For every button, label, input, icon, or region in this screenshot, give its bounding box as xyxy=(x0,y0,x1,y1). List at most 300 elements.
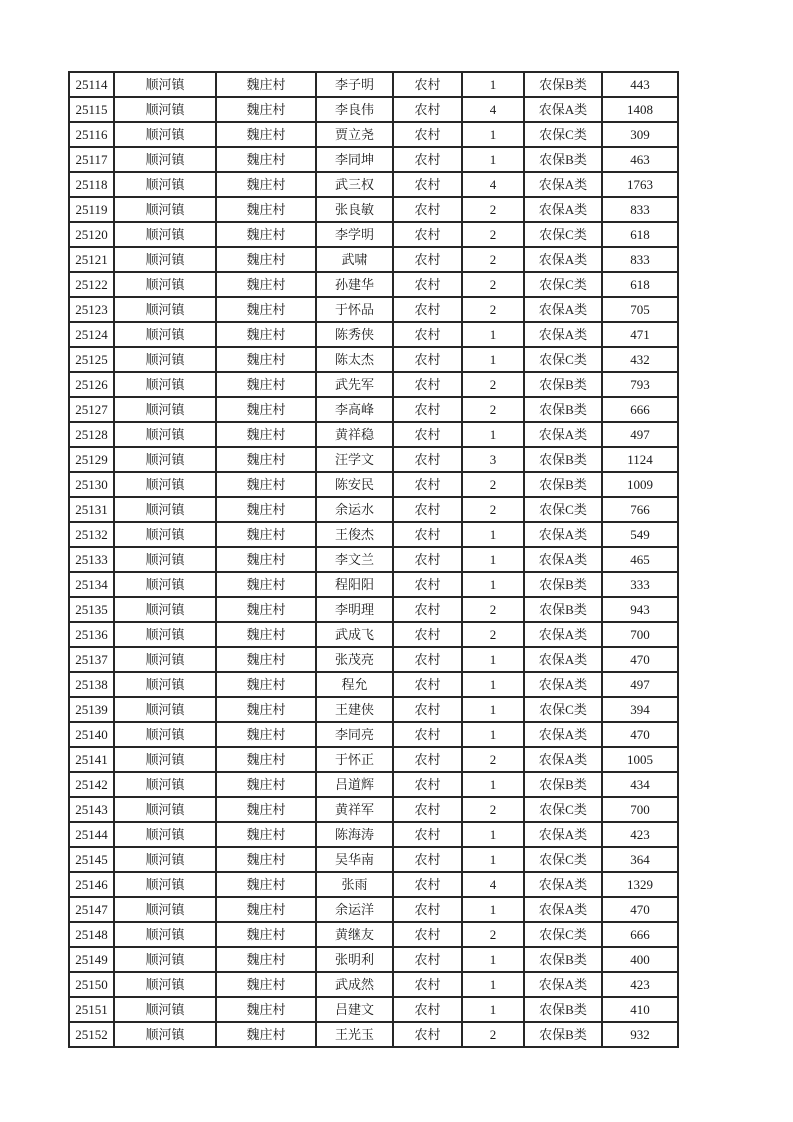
cell-residence-type: 农村 xyxy=(393,97,462,122)
cell-serial-number: 25132 xyxy=(69,522,114,547)
cell-village: 魏庄村 xyxy=(216,722,316,747)
cell-serial-number: 25141 xyxy=(69,747,114,772)
cell-person-name: 陈安民 xyxy=(316,472,393,497)
cell-town: 顺河镇 xyxy=(114,222,216,247)
cell-amount: 364 xyxy=(602,847,678,872)
cell-count: 1 xyxy=(462,972,524,997)
cell-town: 顺河镇 xyxy=(114,647,216,672)
table-row xyxy=(69,347,678,372)
cell-amount: 309 xyxy=(602,122,678,147)
cell-person-name: 贾立尧 xyxy=(316,122,393,147)
cell-amount: 432 xyxy=(602,347,678,372)
cell-insurance-category: 农保B类 xyxy=(524,997,602,1022)
cell-serial-number: 25125 xyxy=(69,347,114,372)
cell-person-name: 于怀正 xyxy=(316,747,393,772)
table-row xyxy=(69,122,678,147)
table-row xyxy=(69,997,678,1022)
cell-person-name: 黄祥稳 xyxy=(316,422,393,447)
cell-count: 2 xyxy=(462,472,524,497)
cell-village: 魏庄村 xyxy=(216,497,316,522)
cell-village: 魏庄村 xyxy=(216,922,316,947)
cell-person-name: 武三权 xyxy=(316,172,393,197)
cell-town: 顺河镇 xyxy=(114,372,216,397)
cell-amount: 434 xyxy=(602,772,678,797)
cell-insurance-category: 农保C类 xyxy=(524,122,602,147)
cell-village: 魏庄村 xyxy=(216,322,316,347)
cell-town: 顺河镇 xyxy=(114,397,216,422)
cell-residence-type: 农村 xyxy=(393,397,462,422)
cell-insurance-category: 农保A类 xyxy=(524,747,602,772)
cell-village: 魏庄村 xyxy=(216,822,316,847)
cell-village: 魏庄村 xyxy=(216,622,316,647)
cell-amount: 932 xyxy=(602,1022,678,1047)
cell-town: 顺河镇 xyxy=(114,322,216,347)
cell-serial-number: 25130 xyxy=(69,472,114,497)
cell-town: 顺河镇 xyxy=(114,822,216,847)
cell-insurance-category: 农保A类 xyxy=(524,672,602,697)
cell-village: 魏庄村 xyxy=(216,347,316,372)
table-row xyxy=(69,297,678,322)
cell-residence-type: 农村 xyxy=(393,597,462,622)
cell-town: 顺河镇 xyxy=(114,597,216,622)
table-row xyxy=(69,647,678,672)
cell-insurance-category: 农保A类 xyxy=(524,97,602,122)
cell-count: 3 xyxy=(462,447,524,472)
cell-village: 魏庄村 xyxy=(216,747,316,772)
cell-village: 魏庄村 xyxy=(216,972,316,997)
cell-town: 顺河镇 xyxy=(114,547,216,572)
cell-village: 魏庄村 xyxy=(216,547,316,572)
cell-count: 2 xyxy=(462,597,524,622)
cell-town: 顺河镇 xyxy=(114,747,216,772)
table-row xyxy=(69,922,678,947)
cell-serial-number: 25115 xyxy=(69,97,114,122)
cell-serial-number: 25148 xyxy=(69,922,114,947)
cell-residence-type: 农村 xyxy=(393,697,462,722)
cell-amount: 1124 xyxy=(602,447,678,472)
cell-insurance-category: 农保B类 xyxy=(524,472,602,497)
cell-town: 顺河镇 xyxy=(114,522,216,547)
cell-town: 顺河镇 xyxy=(114,1022,216,1047)
cell-residence-type: 农村 xyxy=(393,222,462,247)
cell-person-name: 程允 xyxy=(316,672,393,697)
cell-amount: 700 xyxy=(602,797,678,822)
cell-amount: 833 xyxy=(602,197,678,222)
cell-town: 顺河镇 xyxy=(114,297,216,322)
cell-town: 顺河镇 xyxy=(114,972,216,997)
cell-person-name: 王建侠 xyxy=(316,697,393,722)
cell-residence-type: 农村 xyxy=(393,647,462,672)
cell-amount: 443 xyxy=(602,72,678,97)
cell-serial-number: 25133 xyxy=(69,547,114,572)
cell-person-name: 李明理 xyxy=(316,597,393,622)
cell-person-name: 王光玉 xyxy=(316,1022,393,1047)
cell-amount: 943 xyxy=(602,597,678,622)
table-row xyxy=(69,747,678,772)
cell-town: 顺河镇 xyxy=(114,997,216,1022)
cell-amount: 549 xyxy=(602,522,678,547)
cell-count: 2 xyxy=(462,297,524,322)
cell-serial-number: 25143 xyxy=(69,797,114,822)
cell-person-name: 李高峰 xyxy=(316,397,393,422)
cell-count: 1 xyxy=(462,322,524,347)
cell-residence-type: 农村 xyxy=(393,122,462,147)
cell-residence-type: 农村 xyxy=(393,472,462,497)
cell-person-name: 李文兰 xyxy=(316,547,393,572)
cell-village: 魏庄村 xyxy=(216,172,316,197)
cell-count: 1 xyxy=(462,347,524,372)
cell-count: 2 xyxy=(462,197,524,222)
cell-count: 1 xyxy=(462,672,524,697)
table-row xyxy=(69,497,678,522)
cell-residence-type: 农村 xyxy=(393,347,462,372)
cell-serial-number: 25144 xyxy=(69,822,114,847)
cell-insurance-category: 农保C类 xyxy=(524,697,602,722)
table-row xyxy=(69,672,678,697)
cell-village: 魏庄村 xyxy=(216,72,316,97)
table-row xyxy=(69,522,678,547)
cell-insurance-category: 农保C类 xyxy=(524,347,602,372)
cell-amount: 497 xyxy=(602,422,678,447)
cell-count: 1 xyxy=(462,722,524,747)
cell-town: 顺河镇 xyxy=(114,672,216,697)
cell-person-name: 李良伟 xyxy=(316,97,393,122)
table-row xyxy=(69,697,678,722)
cell-amount: 423 xyxy=(602,822,678,847)
cell-person-name: 李同坤 xyxy=(316,147,393,172)
records-table-body xyxy=(69,72,678,1047)
cell-insurance-category: 农保B类 xyxy=(524,772,602,797)
cell-count: 2 xyxy=(462,222,524,247)
cell-insurance-category: 农保C类 xyxy=(524,497,602,522)
cell-person-name: 张良敏 xyxy=(316,197,393,222)
cell-amount: 470 xyxy=(602,647,678,672)
cell-amount: 1408 xyxy=(602,97,678,122)
cell-village: 魏庄村 xyxy=(216,147,316,172)
cell-count: 1 xyxy=(462,647,524,672)
cell-residence-type: 农村 xyxy=(393,522,462,547)
cell-village: 魏庄村 xyxy=(216,1022,316,1047)
cell-village: 魏庄村 xyxy=(216,997,316,1022)
cell-serial-number: 25134 xyxy=(69,572,114,597)
cell-amount: 333 xyxy=(602,572,678,597)
table-row xyxy=(69,547,678,572)
cell-serial-number: 25150 xyxy=(69,972,114,997)
cell-insurance-category: 农保C类 xyxy=(524,272,602,297)
cell-village: 魏庄村 xyxy=(216,572,316,597)
cell-person-name: 吕建文 xyxy=(316,997,393,1022)
cell-amount: 470 xyxy=(602,722,678,747)
cell-village: 魏庄村 xyxy=(216,772,316,797)
cell-residence-type: 农村 xyxy=(393,547,462,572)
cell-person-name: 陈海涛 xyxy=(316,822,393,847)
cell-serial-number: 25128 xyxy=(69,422,114,447)
cell-amount: 705 xyxy=(602,297,678,322)
cell-town: 顺河镇 xyxy=(114,347,216,372)
cell-count: 2 xyxy=(462,247,524,272)
cell-person-name: 吕道辉 xyxy=(316,772,393,797)
cell-village: 魏庄村 xyxy=(216,947,316,972)
cell-amount: 470 xyxy=(602,897,678,922)
cell-residence-type: 农村 xyxy=(393,1022,462,1047)
cell-insurance-category: 农保A类 xyxy=(524,647,602,672)
cell-residence-type: 农村 xyxy=(393,422,462,447)
cell-insurance-category: 农保A类 xyxy=(524,322,602,347)
cell-amount: 1009 xyxy=(602,472,678,497)
cell-person-name: 李学明 xyxy=(316,222,393,247)
cell-serial-number: 25137 xyxy=(69,647,114,672)
cell-residence-type: 农村 xyxy=(393,322,462,347)
cell-insurance-category: 农保B类 xyxy=(524,372,602,397)
table-row xyxy=(69,372,678,397)
table-row xyxy=(69,897,678,922)
cell-residence-type: 农村 xyxy=(393,722,462,747)
cell-insurance-category: 农保A类 xyxy=(524,972,602,997)
cell-village: 魏庄村 xyxy=(216,897,316,922)
table-row xyxy=(69,597,678,622)
cell-amount: 471 xyxy=(602,322,678,347)
cell-residence-type: 农村 xyxy=(393,147,462,172)
cell-insurance-category: 农保A类 xyxy=(524,247,602,272)
table-row xyxy=(69,622,678,647)
cell-count: 4 xyxy=(462,172,524,197)
cell-count: 1 xyxy=(462,122,524,147)
table-row xyxy=(69,572,678,597)
cell-insurance-category: 农保B类 xyxy=(524,397,602,422)
cell-person-name: 陈秀侠 xyxy=(316,322,393,347)
cell-residence-type: 农村 xyxy=(393,272,462,297)
table-row xyxy=(69,272,678,297)
cell-person-name: 武啸 xyxy=(316,247,393,272)
cell-town: 顺河镇 xyxy=(114,272,216,297)
cell-serial-number: 25127 xyxy=(69,397,114,422)
cell-insurance-category: 农保A类 xyxy=(524,897,602,922)
cell-count: 1 xyxy=(462,547,524,572)
cell-count: 4 xyxy=(462,97,524,122)
cell-count: 2 xyxy=(462,497,524,522)
cell-insurance-category: 农保A类 xyxy=(524,197,602,222)
cell-count: 2 xyxy=(462,622,524,647)
cell-village: 魏庄村 xyxy=(216,97,316,122)
cell-count: 1 xyxy=(462,897,524,922)
cell-village: 魏庄村 xyxy=(216,272,316,297)
table-row xyxy=(69,197,678,222)
cell-amount: 618 xyxy=(602,272,678,297)
cell-insurance-category: 农保A类 xyxy=(524,297,602,322)
cell-insurance-category: 农保B类 xyxy=(524,572,602,597)
cell-person-name: 张茂亮 xyxy=(316,647,393,672)
cell-residence-type: 农村 xyxy=(393,797,462,822)
table-row xyxy=(69,172,678,197)
cell-amount: 618 xyxy=(602,222,678,247)
cell-residence-type: 农村 xyxy=(393,247,462,272)
cell-serial-number: 25121 xyxy=(69,247,114,272)
cell-amount: 666 xyxy=(602,922,678,947)
cell-town: 顺河镇 xyxy=(114,122,216,147)
cell-count: 1 xyxy=(462,147,524,172)
cell-residence-type: 农村 xyxy=(393,297,462,322)
cell-person-name: 余运洋 xyxy=(316,897,393,922)
cell-serial-number: 25145 xyxy=(69,847,114,872)
cell-insurance-category: 农保A类 xyxy=(524,872,602,897)
table-row xyxy=(69,1022,678,1047)
cell-village: 魏庄村 xyxy=(216,597,316,622)
cell-town: 顺河镇 xyxy=(114,172,216,197)
cell-residence-type: 农村 xyxy=(393,922,462,947)
table-row xyxy=(69,422,678,447)
cell-town: 顺河镇 xyxy=(114,97,216,122)
table-row xyxy=(69,222,678,247)
cell-residence-type: 农村 xyxy=(393,872,462,897)
cell-village: 魏庄村 xyxy=(216,872,316,897)
cell-village: 魏庄村 xyxy=(216,472,316,497)
cell-person-name: 张明利 xyxy=(316,947,393,972)
cell-count: 1 xyxy=(462,697,524,722)
cell-residence-type: 农村 xyxy=(393,172,462,197)
cell-person-name: 吴华南 xyxy=(316,847,393,872)
cell-count: 1 xyxy=(462,947,524,972)
cell-person-name: 汪学文 xyxy=(316,447,393,472)
cell-serial-number: 25126 xyxy=(69,372,114,397)
cell-amount: 793 xyxy=(602,372,678,397)
cell-serial-number: 25146 xyxy=(69,872,114,897)
cell-town: 顺河镇 xyxy=(114,72,216,97)
table-row xyxy=(69,72,678,97)
cell-person-name: 陈太杰 xyxy=(316,347,393,372)
cell-residence-type: 农村 xyxy=(393,72,462,97)
cell-insurance-category: 农保A类 xyxy=(524,822,602,847)
cell-village: 魏庄村 xyxy=(216,522,316,547)
cell-residence-type: 农村 xyxy=(393,947,462,972)
cell-town: 顺河镇 xyxy=(114,947,216,972)
cell-person-name: 李同亮 xyxy=(316,722,393,747)
cell-person-name: 张雨 xyxy=(316,872,393,897)
cell-insurance-category: 农保C类 xyxy=(524,922,602,947)
cell-amount: 666 xyxy=(602,397,678,422)
cell-person-name: 王俊杰 xyxy=(316,522,393,547)
cell-residence-type: 农村 xyxy=(393,822,462,847)
table-row xyxy=(69,97,678,122)
cell-village: 魏庄村 xyxy=(216,847,316,872)
cell-person-name: 程阳阳 xyxy=(316,572,393,597)
cell-person-name: 黄祥军 xyxy=(316,797,393,822)
table-row xyxy=(69,847,678,872)
cell-town: 顺河镇 xyxy=(114,497,216,522)
cell-town: 顺河镇 xyxy=(114,872,216,897)
cell-village: 魏庄村 xyxy=(216,222,316,247)
cell-count: 2 xyxy=(462,372,524,397)
cell-residence-type: 农村 xyxy=(393,622,462,647)
cell-insurance-category: 农保A类 xyxy=(524,622,602,647)
cell-insurance-category: 农保B类 xyxy=(524,1022,602,1047)
cell-village: 魏庄村 xyxy=(216,422,316,447)
cell-serial-number: 25138 xyxy=(69,672,114,697)
cell-insurance-category: 农保C类 xyxy=(524,222,602,247)
cell-insurance-category: 农保B类 xyxy=(524,447,602,472)
cell-serial-number: 25118 xyxy=(69,172,114,197)
cell-amount: 423 xyxy=(602,972,678,997)
cell-serial-number: 25139 xyxy=(69,697,114,722)
cell-village: 魏庄村 xyxy=(216,447,316,472)
cell-amount: 497 xyxy=(602,672,678,697)
cell-count: 4 xyxy=(462,872,524,897)
cell-amount: 394 xyxy=(602,697,678,722)
cell-amount: 410 xyxy=(602,997,678,1022)
cell-town: 顺河镇 xyxy=(114,897,216,922)
cell-serial-number: 25151 xyxy=(69,997,114,1022)
cell-person-name: 武先军 xyxy=(316,372,393,397)
cell-village: 魏庄村 xyxy=(216,372,316,397)
cell-insurance-category: 农保B类 xyxy=(524,72,602,97)
cell-serial-number: 25147 xyxy=(69,897,114,922)
cell-insurance-category: 农保A类 xyxy=(524,722,602,747)
cell-count: 1 xyxy=(462,522,524,547)
cell-count: 2 xyxy=(462,747,524,772)
cell-residence-type: 农村 xyxy=(393,672,462,697)
cell-amount: 1763 xyxy=(602,172,678,197)
cell-insurance-category: 农保B类 xyxy=(524,147,602,172)
cell-town: 顺河镇 xyxy=(114,147,216,172)
cell-count: 2 xyxy=(462,272,524,297)
cell-serial-number: 25119 xyxy=(69,197,114,222)
cell-serial-number: 25120 xyxy=(69,222,114,247)
table-row xyxy=(69,247,678,272)
cell-town: 顺河镇 xyxy=(114,622,216,647)
cell-count: 1 xyxy=(462,822,524,847)
cell-insurance-category: 农保B类 xyxy=(524,597,602,622)
records-table xyxy=(68,71,679,1048)
cell-amount: 463 xyxy=(602,147,678,172)
cell-count: 2 xyxy=(462,1022,524,1047)
cell-town: 顺河镇 xyxy=(114,197,216,222)
cell-amount: 400 xyxy=(602,947,678,972)
cell-serial-number: 25140 xyxy=(69,722,114,747)
cell-person-name: 黄继友 xyxy=(316,922,393,947)
cell-town: 顺河镇 xyxy=(114,422,216,447)
cell-count: 2 xyxy=(462,922,524,947)
cell-insurance-category: 农保C类 xyxy=(524,797,602,822)
cell-person-name: 孙建华 xyxy=(316,272,393,297)
cell-insurance-category: 农保A类 xyxy=(524,172,602,197)
cell-amount: 700 xyxy=(602,622,678,647)
cell-person-name: 李子明 xyxy=(316,72,393,97)
cell-town: 顺河镇 xyxy=(114,572,216,597)
cell-count: 2 xyxy=(462,397,524,422)
table-row xyxy=(69,797,678,822)
cell-residence-type: 农村 xyxy=(393,972,462,997)
cell-residence-type: 农村 xyxy=(393,197,462,222)
cell-serial-number: 25149 xyxy=(69,947,114,972)
table-row xyxy=(69,397,678,422)
cell-town: 顺河镇 xyxy=(114,247,216,272)
cell-insurance-category: 农保A类 xyxy=(524,547,602,572)
cell-insurance-category: 农保A类 xyxy=(524,522,602,547)
cell-residence-type: 农村 xyxy=(393,997,462,1022)
table-row xyxy=(69,947,678,972)
cell-residence-type: 农村 xyxy=(393,447,462,472)
cell-town: 顺河镇 xyxy=(114,472,216,497)
cell-residence-type: 农村 xyxy=(393,847,462,872)
cell-village: 魏庄村 xyxy=(216,297,316,322)
cell-village: 魏庄村 xyxy=(216,672,316,697)
cell-person-name: 武成然 xyxy=(316,972,393,997)
table-row xyxy=(69,872,678,897)
cell-person-name: 武成飞 xyxy=(316,622,393,647)
cell-town: 顺河镇 xyxy=(114,847,216,872)
cell-insurance-category: 农保A类 xyxy=(524,422,602,447)
cell-serial-number: 25123 xyxy=(69,297,114,322)
table-row xyxy=(69,447,678,472)
